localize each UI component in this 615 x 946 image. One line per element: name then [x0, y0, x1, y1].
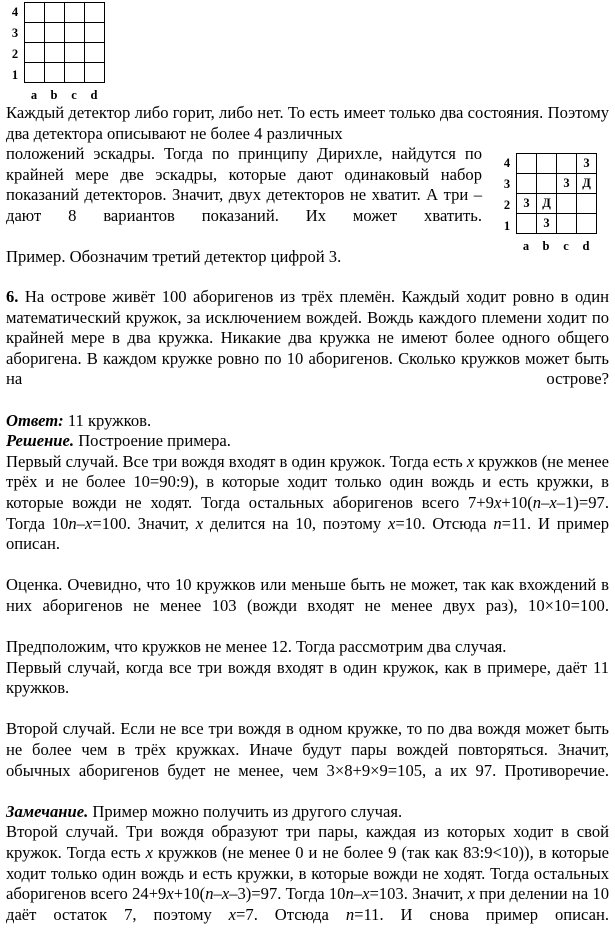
grid2-col-label: c: [563, 239, 569, 253]
grid1-col-label: b: [50, 88, 58, 102]
grid2-cell: Д: [537, 194, 557, 214]
grid2-cell: 3: [517, 194, 537, 214]
paragraph-case2: Второй случай. Три вождя образуют три пары, каждая из которых ходит в свой кружок. Тогда есть x кружков (не менее 0 и не более 9 (так как 83:9<10)), в которые ходит только один вождь и есть кружки, в которые вожди не ходят. Тогда остальных аборигенов всего 24+9x+10(n–x–3)=97. Тогда 10n–x=103. Значит, x при делении на 10 даёт остаток 7, поэтому x=7. Отсюда n=11. И снова пример описан.: [6, 822, 610, 924]
paragraph-est-case1: Первый случай, когда все три вождя входят в один кружок, как в примере, даёт 11 кружков.: [6, 657, 609, 698]
grid1-col-label: c: [71, 88, 77, 102]
solution-text: Построение примера.: [74, 431, 231, 451]
grid1-row-label: 3: [11, 26, 19, 40]
paragraph-detectors-b: положений эскадры. Тогда по принципу Дирихле, найдутся по крайней мере две эскадры, которые дают одинаковый набор показаний детекторов. Значит, двух детекторов не хватит. А три – дают 8 вариантов показаний. Их может хватить.: [6, 144, 482, 225]
paragraph-example: Пример. Обозначим третий детектор цифрой 3.: [6, 247, 342, 267]
remark-text: Пример можно получить из другого случая.: [88, 801, 403, 821]
paragraph-suppose: Предположим, что кружков не менее 12. Тогда рассмотрим два случая.: [6, 637, 507, 657]
grid2-cell: 3: [577, 154, 597, 174]
grid2-cell: Д: [577, 174, 597, 194]
paragraph-est-case2: Второй случай. Если не все три вождя в одном кружке, то по два вождя может быть не более чем в трёх кружках. Иначе будут пары вождей повторяться. Значит, обычных аборигенов будет не менее, чем 3×8+9×9=105, а их 97. Противоречие.: [6, 719, 609, 780]
paragraph-estimate: Оценка. Очевидно, что 10 кружков или меньше быть не может, так как вхождений в них аборигенов не менее 103 (вожди входят не менее двух раз), 10×10=100.: [6, 575, 609, 615]
grid1-table: [24, 2, 105, 83]
paragraph-case1: Первый случай. Все три вождя входят в один кружок. Тогда есть x кружков (не менее трёх и не более 10=90:9), в которые ходит только один вождь и есть кружки, в которые вожди не ходят. Тогда остальных аборигенов всего 7+9x+10(n–x–1)=97. Тогда 10n–x=100. Значит, x делится на 10, поэтому x=10. Отсюда n=11. И пример описан.: [6, 451, 610, 554]
remark-label: Замечание.: [6, 801, 89, 821]
grid2-cell: 3: [557, 174, 577, 194]
answer-label: Ответ:: [6, 410, 64, 430]
grid1-row-label: 2: [11, 47, 19, 61]
text-block-1: [6, 103, 609, 268]
answer-text: 11 кружков.: [63, 410, 152, 430]
problem-statement: [6, 287, 609, 411]
answer-line: [6, 411, 609, 432]
paragraph-detectors-a: Каждый детектор либо горит, либо нет. То есть имеет только два состояния. Поэтому два детектора описывают не более 4 различных: [6, 103, 609, 143]
problem-text: На острове живёт 100 аборигенов из трёх племён. Каждый ходит ровно в один математический кружок, за исключением вождей. Вождь каждого племени ходит по крайней мере в два кружка. Никакие два кружка не имеют более одного общего аборигена. В каждом кружке ровно по 10 аборигенов. Сколько кружков может быть на острове?: [6, 287, 609, 389]
grid1-col-label: d: [90, 88, 98, 102]
grid2-row-label: 3: [503, 177, 511, 191]
grid2-col-label: d: [582, 239, 590, 253]
text-block-2: [6, 287, 609, 946]
grid1-col-label: a: [30, 88, 38, 102]
grid2-col-label: a: [522, 239, 530, 253]
grid1-row-label: 4: [11, 5, 19, 19]
grid2-row-label: 4: [503, 156, 511, 170]
grid2-row-label: 1: [503, 219, 511, 233]
grid2-row-label: 2: [503, 198, 511, 212]
grid2-col-label: b: [542, 239, 550, 253]
problem-number: 6.: [6, 287, 19, 306]
remark-line: [6, 802, 609, 823]
solution-line: [6, 431, 609, 452]
grid2-cell: 3: [537, 214, 557, 234]
solution-label: Решение.: [6, 431, 75, 451]
grid1-row-label: 1: [11, 68, 19, 82]
